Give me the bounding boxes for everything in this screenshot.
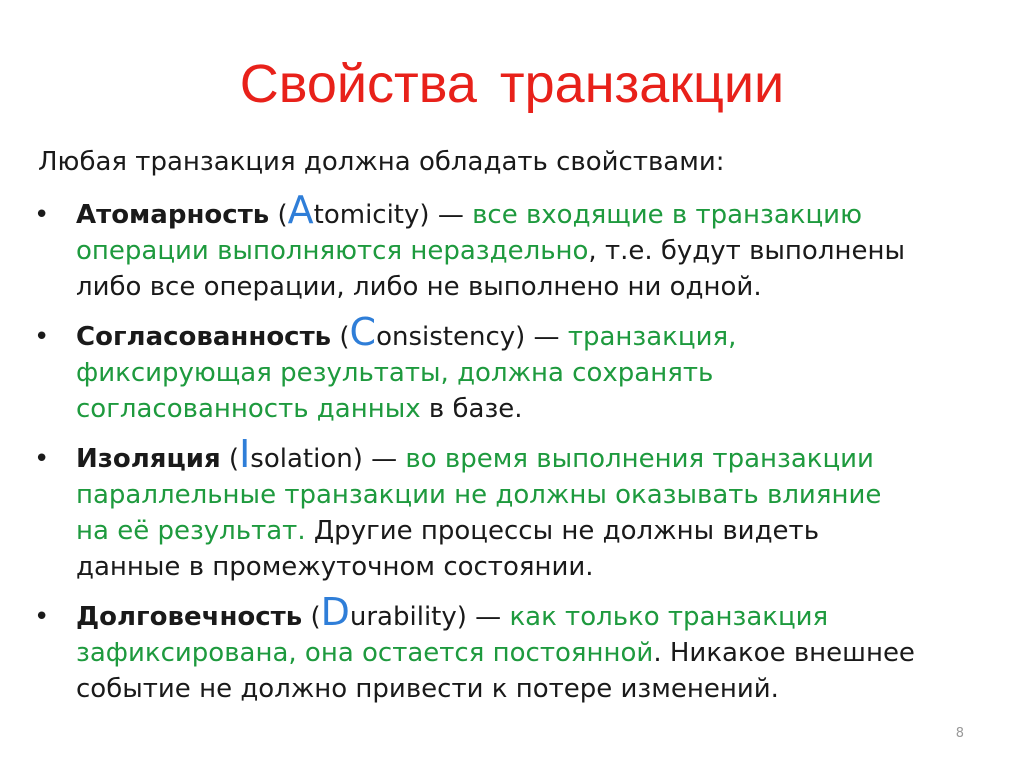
intro-text: Любая транзакция должна обладать свойствами: — [38, 147, 725, 177]
page-number: 8 — [955, 726, 964, 741]
explanation-text: либо все операции, либо не выполнено ни одной. — [76, 272, 762, 302]
bullet-icon: • — [34, 444, 50, 474]
definition-text: операции выполняются нераздельно — [76, 236, 589, 266]
acronym-letter: I — [239, 432, 251, 476]
slide-title: Свойства транзакции — [239, 54, 785, 114]
bullet-line — [76, 513, 1007, 549]
bullet-line — [76, 635, 1007, 671]
bullet-icon: • — [34, 602, 50, 632]
english-term: onsistency — [376, 322, 516, 352]
paren-open: ( — [269, 200, 288, 230]
property-term: Долговечность — [76, 602, 303, 632]
property-term: Изоляция — [76, 444, 221, 474]
bullet-icon: • — [34, 200, 50, 230]
explanation-text: в базе. — [420, 394, 523, 424]
paren-close-dash: ) — — [419, 200, 473, 230]
list-item-atomicity — [32, 188, 1007, 305]
paren-open: ( — [302, 602, 321, 632]
definition-text: зафиксирована, она остается постоянной — [76, 638, 654, 668]
property-term: Согласованность — [76, 322, 332, 352]
english-term: tomicity — [313, 200, 420, 230]
list-item-isolation — [32, 432, 1007, 585]
bullet-line — [76, 477, 1007, 513]
paren-close-dash: ) — — [515, 322, 568, 352]
definition-text: согласованность данных — [76, 394, 421, 424]
bullet-line — [76, 355, 1007, 391]
bullet-line — [76, 432, 1007, 477]
bullet-icon: • — [34, 322, 50, 352]
definition-text: во время выполнения транзакции — [405, 444, 874, 474]
definition-text: транзакция, — [567, 322, 737, 352]
paren-open: ( — [220, 444, 240, 474]
bullet-line — [76, 188, 1007, 233]
explanation-text: Другие процессы не должны видеть — [305, 516, 820, 546]
paren-close-dash: ) — — [456, 602, 510, 632]
explanation-text: . Никакое внешнее — [653, 638, 915, 668]
bullet-line — [76, 549, 1007, 585]
definition-text: на её результат. — [76, 516, 306, 546]
paren-open: ( — [331, 322, 350, 352]
definition-text: параллельные транзакции не должны оказывать влияние — [76, 480, 882, 510]
definition-text: фиксирующая результаты, должна сохранять — [76, 358, 714, 388]
paren-close-dash: ) — — [352, 444, 406, 474]
explanation-text: событие не должно привести к потере изменений. — [76, 674, 779, 704]
bullet-line — [76, 310, 1007, 355]
explanation-text: , т.е. будут выполнены — [588, 236, 905, 266]
bullet-line — [76, 391, 1007, 427]
definition-text: как только транзакция — [509, 602, 829, 632]
definition-text: все входящие в транзакцию — [472, 200, 862, 230]
bullet-line — [76, 671, 1007, 707]
english-term: solation — [250, 444, 353, 474]
explanation-text: данные в промежуточном состоянии. — [76, 552, 594, 582]
property-term: Атомарность — [76, 200, 270, 230]
acronym-letter: A — [287, 188, 314, 232]
bullet-line — [76, 590, 1007, 635]
list-item-consistency — [32, 310, 1007, 427]
acronym-letter: D — [320, 590, 350, 634]
properties-list — [32, 188, 1007, 721]
acronym-letter: C — [349, 310, 377, 354]
bullet-line — [76, 269, 1007, 305]
list-item-durability — [32, 590, 1007, 707]
bullet-line — [76, 233, 1007, 269]
english-term: urability — [349, 602, 457, 632]
